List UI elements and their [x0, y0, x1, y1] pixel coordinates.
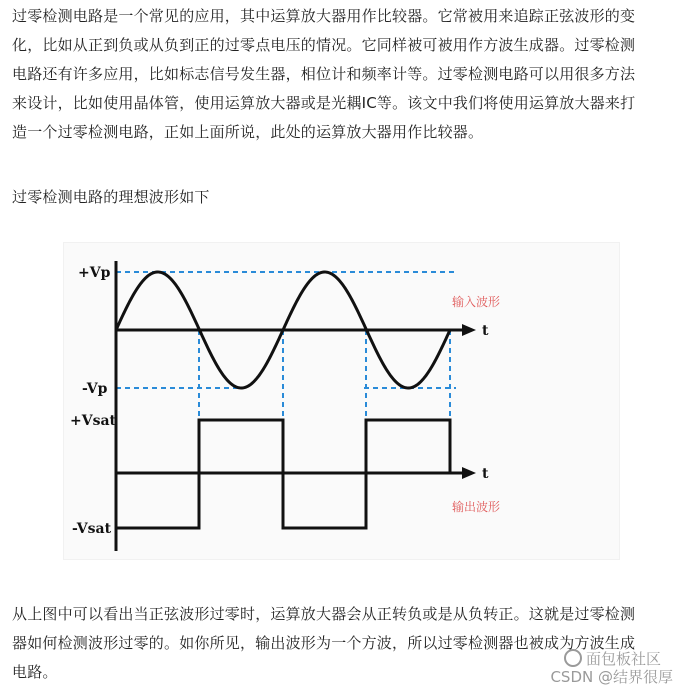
- conclusion-paragraph: 从上图中可以看出当正弦波形过零时，运算放大器会从正转负或是从负转正。这就是过零检测 器如何检测波形过零的。如你所见，输出波形为一个方波，所以过零检测器也被成为方波生成 电路。: [12, 605, 636, 681]
- waveform-caption: 过零检测电路的理想波形如下: [12, 188, 210, 206]
- watermark-community: 面包板社区: [564, 648, 661, 669]
- input-axis-arrow: [462, 324, 476, 336]
- zero-crossing-waveform-figure: [63, 242, 620, 560]
- label-vp-pos: +Vp: [78, 265, 111, 281]
- watermark-csdn: CSDN @结界很厚: [550, 668, 673, 686]
- community-logo-icon: [564, 649, 582, 667]
- intro-paragraph: 过零检测电路是一个常见的应用，其中运算放大器用作比较器。它常被用来追踪正弦波形的变 化，比如从正到负或从负到正的过零点电压的情况。它同样被可被用作方波生成器。过零检测 电路还有许多应用，比如标志信号发生器，相位计和频率计等。过零检测电路可以用很多方法 来设计，比如使用晶体管，使用运算放大器或是光耦IC等。该文中我们将使用运算放大器来打 造一个过零检测电路，正如上面所说，此处的运算放大器用作比较器。: [12, 7, 636, 141]
- label-t-top: t: [482, 323, 489, 339]
- label-output-waveform: 输出波形: [452, 500, 501, 514]
- output-axis-arrow: [462, 467, 476, 479]
- label-vsat-pos: +Vsat: [70, 413, 117, 429]
- waveform-diagram: [64, 243, 619, 559]
- label-vp-neg: -Vp: [82, 381, 108, 397]
- label-input-waveform: 输入波形: [452, 295, 501, 309]
- label-t-bottom: t: [482, 466, 489, 482]
- label-vsat-neg: -Vsat: [72, 521, 112, 537]
